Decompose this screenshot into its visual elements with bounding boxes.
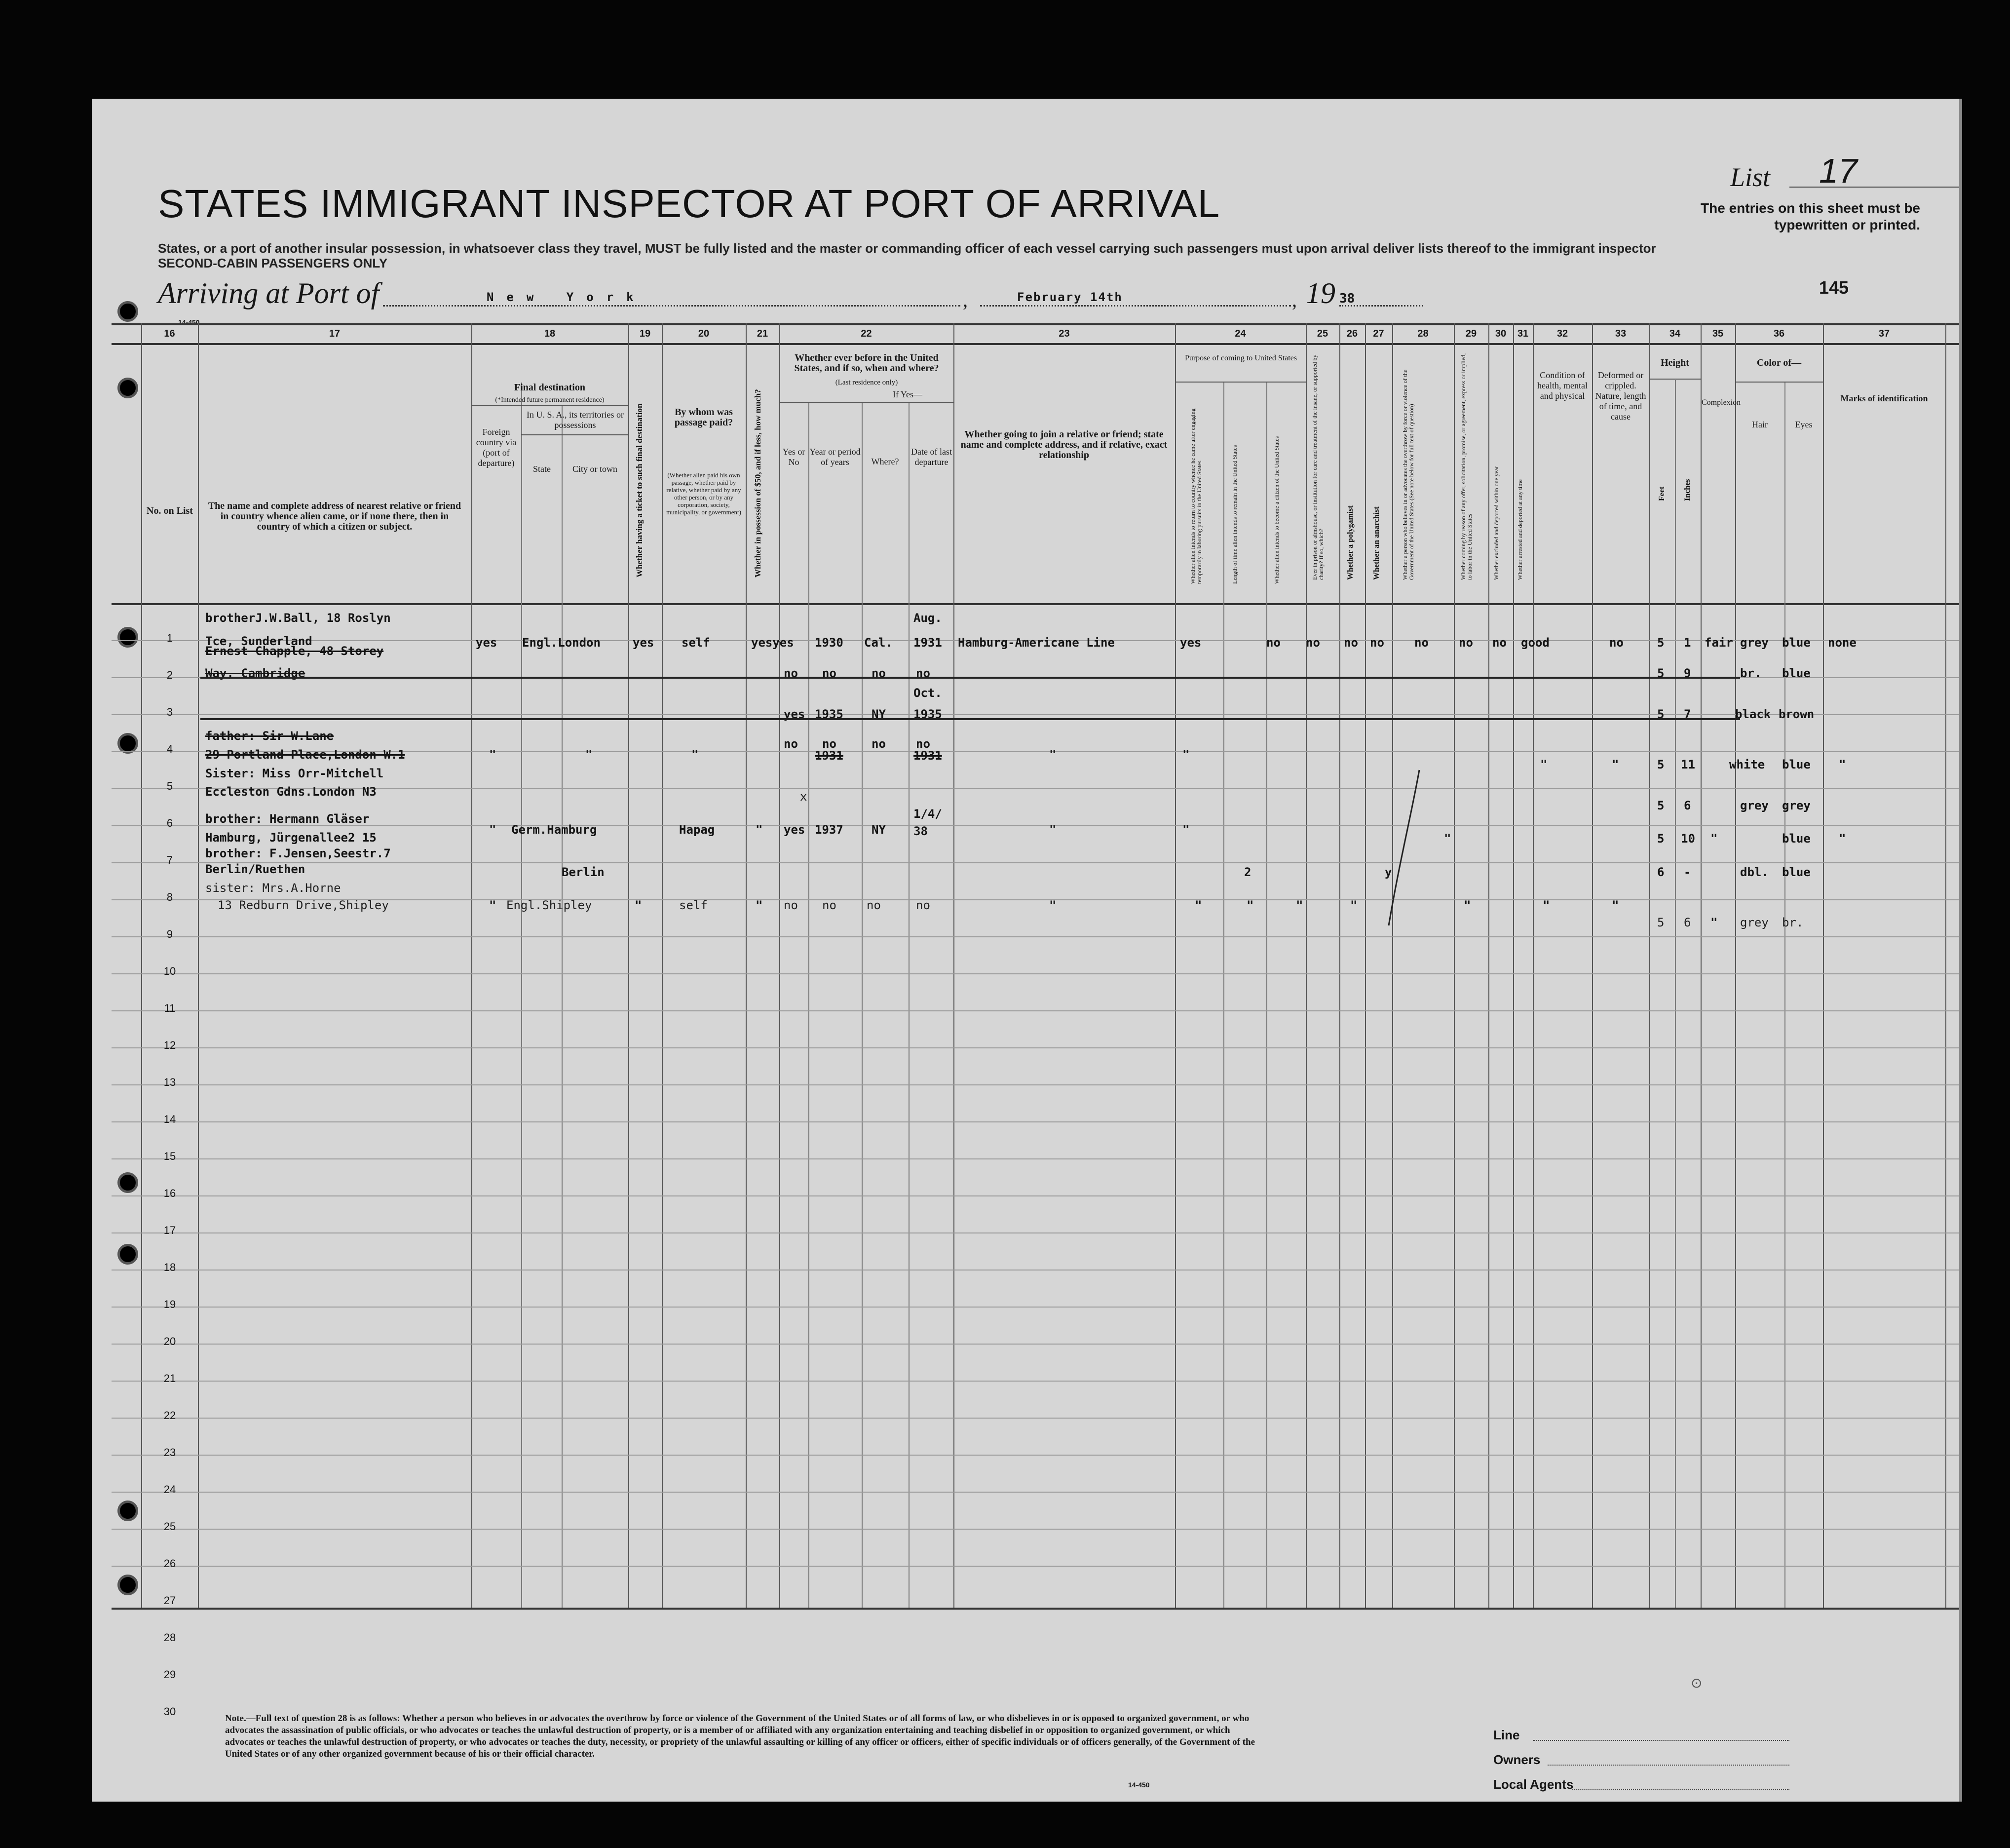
header-offer: Whether coming by reason of any offer, solicitation, promise, or agreement, express or implied, to labor in the United States: [1460, 353, 1473, 580]
row-number: 11: [164, 1002, 176, 1014]
eyes-value: br.: [1782, 916, 1804, 929]
row-number: 17: [163, 1224, 176, 1236]
ditto-mark: ": [1049, 748, 1057, 762]
state-city-value: Engl.Shipley: [506, 898, 592, 912]
ditto-mark: ": [691, 748, 699, 762]
col-number: 34: [1669, 328, 1681, 339]
header-marks: Marks of identification: [1840, 393, 1928, 403]
year-value: no: [822, 666, 836, 680]
row-number: 8: [166, 891, 173, 903]
header-purpose: Purpose of coming to United States: [1184, 354, 1297, 362]
money-before-value: yesyes: [751, 636, 794, 650]
hair-value: white: [1729, 758, 1765, 771]
row-number: 16: [163, 1187, 176, 1199]
header-eyes: Eyes: [1795, 420, 1813, 429]
before-value: yes: [784, 707, 805, 721]
ditto-mark: ": [1839, 832, 1846, 846]
col-number: 27: [1373, 328, 1384, 339]
ditto-mark: ": [635, 898, 642, 912]
hair-value: black: [1735, 707, 1771, 721]
state-city-value: Engl.London: [522, 636, 601, 650]
hair-value: grey: [1740, 799, 1769, 812]
polygamist-col-value: no: [1344, 636, 1358, 650]
relative-address: Eccleston Gdns.London N3: [205, 785, 377, 799]
ditto-mark: ": [1049, 898, 1057, 912]
row-number: 9: [166, 928, 173, 940]
ditto-mark: ": [1612, 898, 1619, 912]
header-complexion: Complexion: [1702, 398, 1741, 407]
footer-note: Note.—Full text of question 28 is as follows: Whether a person who believes in or advocates the overthrow by force or violence of the Government of the United States or of all forms of law, or who disbelieves in or is opposed to organized government, or who advocates the assassination of public officials, or who advocates or teaches the unlawful destruction of property, or is a member of or affiliated with any organization entertaining and teaching disbelief in or opposition to organized government, or which advocates or teaches the unlawful destruction of property, or who advocates or teaches the duty, necessity, or propriety of the unlawful assaulting or killing of any officer or officers, either of specific individuals or of officers generally, of the Government of the United States or of any other organized government because of his or their official character.: [225, 1713, 1255, 1759]
page-number: 145: [1819, 277, 1849, 298]
ditto-mark: ": [1543, 898, 1550, 912]
ditto-mark: ": [1182, 823, 1190, 837]
ditto-mark: ": [1612, 758, 1619, 771]
date-departure-value: Oct.: [913, 686, 942, 700]
header-ticket: Whether having a ticket to such final destination: [635, 403, 644, 578]
year-prefix: 19: [1306, 277, 1335, 309]
row-number: 7: [166, 854, 173, 866]
eyes-value: blue: [1782, 758, 1811, 771]
header-hair: Hair: [1752, 420, 1768, 429]
ditto-mark: ": [1350, 898, 1358, 912]
where-value: NY: [872, 707, 886, 721]
row-number: 1: [166, 632, 173, 644]
col-number: 23: [1059, 328, 1070, 339]
col-number: 17: [329, 328, 341, 339]
list-label: List: [1730, 162, 1771, 192]
col-number: 32: [1556, 328, 1568, 339]
row-number: 21: [163, 1372, 176, 1385]
row-number: 13: [163, 1076, 176, 1088]
date-departure-value: 1935: [913, 707, 942, 721]
row-number: 26: [163, 1557, 176, 1570]
date-departure-value: 1931: [913, 636, 942, 650]
date-departure-value: no: [916, 737, 930, 751]
eyes-value: blue: [1782, 636, 1811, 650]
height-inches-value: 10: [1681, 832, 1695, 846]
header-date-departure: Date of last departure: [911, 447, 952, 467]
list-number-line: [1789, 187, 1962, 188]
header-going-to-join: Whether going to join a relative or friend; state name and complete address, and if relative, exact relationship: [960, 429, 1168, 461]
row-number: 12: [163, 1039, 176, 1051]
comma: ,: [963, 289, 968, 311]
year-suffix: 38: [1339, 291, 1355, 306]
prison-value: no: [1306, 636, 1320, 650]
relative-address: father: Sir W.Lane: [205, 729, 334, 743]
owners-label: Owners: [1493, 1752, 1541, 1767]
length-value: 2: [1244, 865, 1252, 879]
before-value: yes: [784, 823, 805, 837]
before-value: no: [784, 898, 798, 912]
relative-address: Way, Cambridge: [205, 666, 305, 680]
port-value: New York: [487, 290, 646, 304]
relative-address: Berlin/Ruethen: [205, 862, 305, 876]
height-inches-value: 11: [1681, 758, 1695, 771]
health-value: good: [1521, 636, 1550, 650]
year-value: 1937: [815, 823, 843, 837]
header-height: Height: [1661, 357, 1689, 368]
ditto-mark: ": [1710, 916, 1718, 929]
date-value: February 14th: [1017, 290, 1123, 304]
footer-form-code: 14-450: [1128, 1781, 1150, 1789]
ditto-mark: ": [1540, 758, 1548, 771]
list-number: 17: [1819, 152, 1858, 190]
col-number: 31: [1517, 328, 1529, 339]
header-feet: Feet: [1658, 486, 1666, 501]
stamp-mark: ⊙: [1691, 1675, 1703, 1691]
row-number: 10: [163, 965, 176, 977]
agents-field: [1572, 1789, 1789, 1790]
height-inches-value: -: [1684, 865, 1691, 879]
where-value: no: [872, 737, 886, 751]
relative-address: 13 Redburn Drive,Shipley: [218, 898, 389, 912]
eyes-value: blue: [1782, 865, 1811, 879]
row-number: 25: [163, 1520, 176, 1533]
before-mark: x: [800, 790, 807, 804]
form-code-top: 14-450: [178, 318, 200, 326]
before-value: no: [784, 737, 798, 751]
year-value: 1930: [815, 636, 843, 650]
row-number: 20: [163, 1335, 176, 1348]
col-number: 26: [1346, 328, 1358, 339]
col-number: 18: [544, 328, 556, 339]
row-number: 18: [163, 1261, 176, 1273]
row-number: 6: [166, 817, 173, 829]
eyes-value: grey: [1782, 799, 1811, 812]
line-field: [1533, 1740, 1789, 1741]
header-city: City or town: [572, 464, 617, 474]
row-number: 29: [163, 1668, 176, 1681]
ditto-mark: ": [1839, 758, 1846, 771]
relative-address: brotherJ.W.Ball, 18 Roslyn: [205, 611, 391, 625]
date-departure-value: no: [916, 666, 930, 680]
date-departure-value: 1/4/: [913, 807, 942, 821]
header-purpose-b: Length of time alien intends to remain in the United States: [1231, 445, 1238, 584]
header-prison: Ever in prison or almshouse, or institution for care and treatment of the insane, or supported by charity? If so, which?: [1311, 354, 1325, 580]
col-number: 35: [1712, 328, 1724, 339]
ditto-mark: ": [489, 823, 496, 837]
header-foreign-country: Foreign country via (port of departure): [476, 427, 517, 468]
height-feet-value: 5: [1657, 636, 1665, 650]
ditto-mark: ": [1195, 898, 1202, 912]
col-number: 30: [1495, 328, 1507, 339]
row-number: 5: [166, 780, 173, 792]
relative-address: Hamburg, Jürgenallee2 15: [205, 831, 377, 845]
header-passage-paid: By whom was passage paid?: [674, 407, 733, 428]
row-number: 23: [163, 1446, 176, 1459]
year-value: no: [822, 737, 836, 751]
city-value: Berlin: [562, 865, 605, 879]
agents-label: Local Agents: [1493, 1777, 1574, 1792]
overthrow-value: y: [1385, 865, 1392, 879]
relative-address: sister: Mrs.A.Horne: [205, 881, 341, 895]
header-deformed: Deformed or crippled. Nature, length of time, and cause: [1595, 370, 1646, 422]
row-number: 15: [163, 1150, 176, 1162]
eyes-value: blue: [1782, 666, 1811, 680]
header-ever-before-sub: (Last residence only): [835, 379, 898, 386]
manifest-table: [112, 323, 1962, 1718]
paid-by-value: self: [682, 636, 710, 650]
ditto-mark: ": [1710, 832, 1718, 846]
line-label: Line: [1493, 1728, 1520, 1742]
header-color: Color of—: [1756, 357, 1802, 368]
header-usa: In U. S. A., its territories or possessions: [527, 410, 624, 430]
ditto-mark: ": [489, 748, 496, 762]
col-number: 25: [1317, 328, 1328, 339]
date-departure-value: Aug.: [913, 611, 942, 625]
col-number: 37: [1878, 328, 1890, 339]
header-if-yes: If Yes—: [892, 389, 922, 399]
header-state: State: [533, 464, 551, 474]
manifest-sheet: [92, 99, 1962, 1802]
header-year: Year or period of years: [809, 447, 861, 467]
height-inches-value: 6: [1684, 916, 1691, 929]
complexion-value: fair: [1705, 636, 1733, 650]
date-line: [980, 305, 1291, 307]
row-number: 27: [163, 1594, 176, 1607]
entries-note: The entries on this sheet must be typewritten or printed.: [1701, 200, 1920, 232]
header-relative: The name and complete address of nearest relative or friend in country whence alien came, or if none there, then in country of which a citizen or subject.: [208, 500, 461, 532]
hair-value: dbl.: [1740, 865, 1769, 879]
comma: ,: [1292, 289, 1297, 311]
punch-hole: [117, 301, 138, 322]
ditto-mark: ": [1247, 898, 1254, 912]
height-feet-value: 5: [1657, 916, 1665, 929]
height-inches-value: 9: [1684, 666, 1691, 680]
ditto-mark: ": [585, 748, 593, 762]
hair-value: grey: [1740, 636, 1769, 650]
height-feet-value: 5: [1657, 799, 1665, 812]
col-number: 36: [1773, 328, 1785, 339]
handwritten-slash: [1385, 768, 1424, 930]
height-feet-value: 6: [1657, 865, 1665, 879]
arriving-label: Arriving at Port of: [158, 277, 379, 309]
ditto-mark: ": [1444, 832, 1451, 846]
ditto-mark: ": [1464, 898, 1471, 912]
ditto-mark: ": [756, 823, 763, 837]
year-value: no: [822, 898, 836, 912]
col-number: 20: [698, 328, 710, 339]
header-health: Condition of health, mental and physical: [1537, 370, 1588, 401]
relative-address: 29 Portland Place,London W.1: [205, 748, 405, 762]
relative-address: Sister: Miss Orr-Mitchell: [205, 767, 384, 780]
height-inches-value: 6: [1684, 799, 1691, 812]
relative-address: Ernest Chapple, 48 Storey: [205, 644, 384, 658]
header-inches: Inches: [1683, 479, 1692, 501]
year-line: [1339, 305, 1423, 307]
hair-value: grey: [1740, 916, 1769, 929]
header-anarchist: Whether an anarchist: [1372, 506, 1381, 580]
col-number: 16: [164, 328, 175, 339]
deformed-value: no: [1609, 636, 1624, 650]
header-overthrow: Whether a person who believes in or advocates the overthrow by force or violence of the Government of the United States (See note below for full text of question): [1402, 369, 1415, 580]
header-no-on-list: No. on List: [147, 505, 193, 516]
height-feet-value: 5: [1657, 758, 1665, 771]
header-arrested: Whether arrested and deported at any time: [1517, 479, 1523, 580]
col-number: 24: [1235, 328, 1246, 339]
ditto-mark: ": [1049, 823, 1057, 837]
relative-address: brother: Hermann Gläser: [205, 812, 370, 826]
height-feet-value: 5: [1657, 832, 1665, 846]
row-number: 19: [163, 1298, 176, 1310]
height-inches-value: 1: [1684, 636, 1691, 650]
marks-value: none: [1828, 636, 1857, 650]
row-number: 14: [163, 1113, 176, 1125]
paid-by-value: Hapag: [679, 823, 715, 837]
header-excluded: Whether excluded and deported within one year: [1493, 466, 1500, 580]
year-value: 1935: [815, 707, 843, 721]
row-number: 28: [163, 1631, 176, 1644]
paid-by-value: self: [679, 898, 708, 912]
before-value: no: [784, 666, 798, 680]
ditto-mark: ": [1296, 898, 1303, 912]
date-departure-value: 38: [913, 824, 928, 838]
header-where: Where?: [871, 457, 899, 466]
col-number: 29: [1465, 328, 1477, 339]
date-departure-value: no: [916, 898, 930, 912]
height-feet-value: 5: [1657, 666, 1665, 680]
polygamist-value: no: [1266, 636, 1281, 650]
row-number: 4: [166, 743, 173, 755]
col-number: 33: [1615, 328, 1627, 339]
where-value: no: [872, 666, 886, 680]
going-to-join-value: Hamburg-Americane Line: [958, 636, 1115, 650]
height-inches-value: 7: [1684, 707, 1691, 721]
year-value: 1931: [815, 749, 843, 763]
header-ever-before: Whether ever before in the United States, and if so, when and where?: [794, 352, 939, 374]
eyes-value: blue: [1782, 832, 1811, 846]
col-number: 28: [1417, 328, 1429, 339]
purpose-value: yes: [1180, 636, 1202, 650]
header-yes-no: Yes or No: [782, 447, 805, 467]
excluded-value: no: [1492, 636, 1507, 650]
where-value: NY: [872, 823, 886, 837]
where-value: no: [867, 898, 881, 912]
header-purpose-c: Whether alien intends to become a citizen of the United States: [1273, 436, 1280, 584]
header-purpose-a: Whether alien intends to return to country whence he came after engaging temporarily in laboring pursuits in the United States: [1189, 408, 1203, 584]
where-value: Cal.: [864, 636, 893, 650]
port-line: [383, 305, 960, 307]
anarchist-value: no: [1370, 636, 1384, 650]
row-number: 3: [166, 706, 173, 718]
ditto-mark: ": [489, 898, 496, 912]
row-number: 2: [166, 669, 173, 681]
col-number: 22: [861, 328, 872, 339]
overthrow-value: no: [1414, 636, 1429, 650]
col-number: 21: [757, 328, 768, 339]
col-number: 19: [639, 328, 651, 339]
header-final-destination: Final destination: [514, 382, 585, 393]
relative-address: Tce, Sunderland: [205, 634, 312, 648]
ditto-mark: ": [1182, 748, 1190, 762]
relative-address: brother: F.Jensen,Seestr.7: [205, 847, 391, 860]
header-subtitle: States, or a port of another insular possession, in whatsoever class they travel, MUST be fully listed and the master or commanding officer of each vessel carrying such passengers must upon arrival deliver lists thereof to the immigrant inspector: [158, 241, 1656, 256]
row-number: 30: [163, 1705, 176, 1718]
header-passage-paid-sub: (Whether alien paid his own passage, whether paid by relative, whether paid by any other person, or by any corporation, society, municipality, or government): [666, 471, 741, 516]
ditto-mark: ": [756, 898, 763, 912]
state-city-value: Germ.Hamburg: [511, 823, 597, 837]
header-fifty-dollars: Whether in possession of $50, and if less, how much?: [753, 389, 762, 578]
row-number: 22: [163, 1409, 176, 1422]
eyes-value: brown: [1779, 707, 1815, 721]
height-feet-value: 5: [1657, 707, 1665, 721]
page-title: STATES IMMIGRANT INSPECTOR AT PORT OF ARRIVAL: [158, 182, 1220, 226]
foreign-country-value: yes: [476, 636, 497, 650]
header-final-destination-sub: (*Intended future permanent residence): [495, 396, 605, 404]
owners-field: [1548, 1765, 1789, 1766]
row-number: 24: [163, 1483, 176, 1496]
offer-value: no: [1459, 636, 1473, 650]
hair-value: br.: [1740, 666, 1762, 680]
class-line: SECOND-CABIN PASSENGERS ONLY: [158, 256, 388, 270]
header-polygamist: Whether a polygamist: [1346, 505, 1355, 580]
ticket-value: yes: [633, 636, 654, 650]
date-departure-value: 1931: [913, 749, 942, 763]
